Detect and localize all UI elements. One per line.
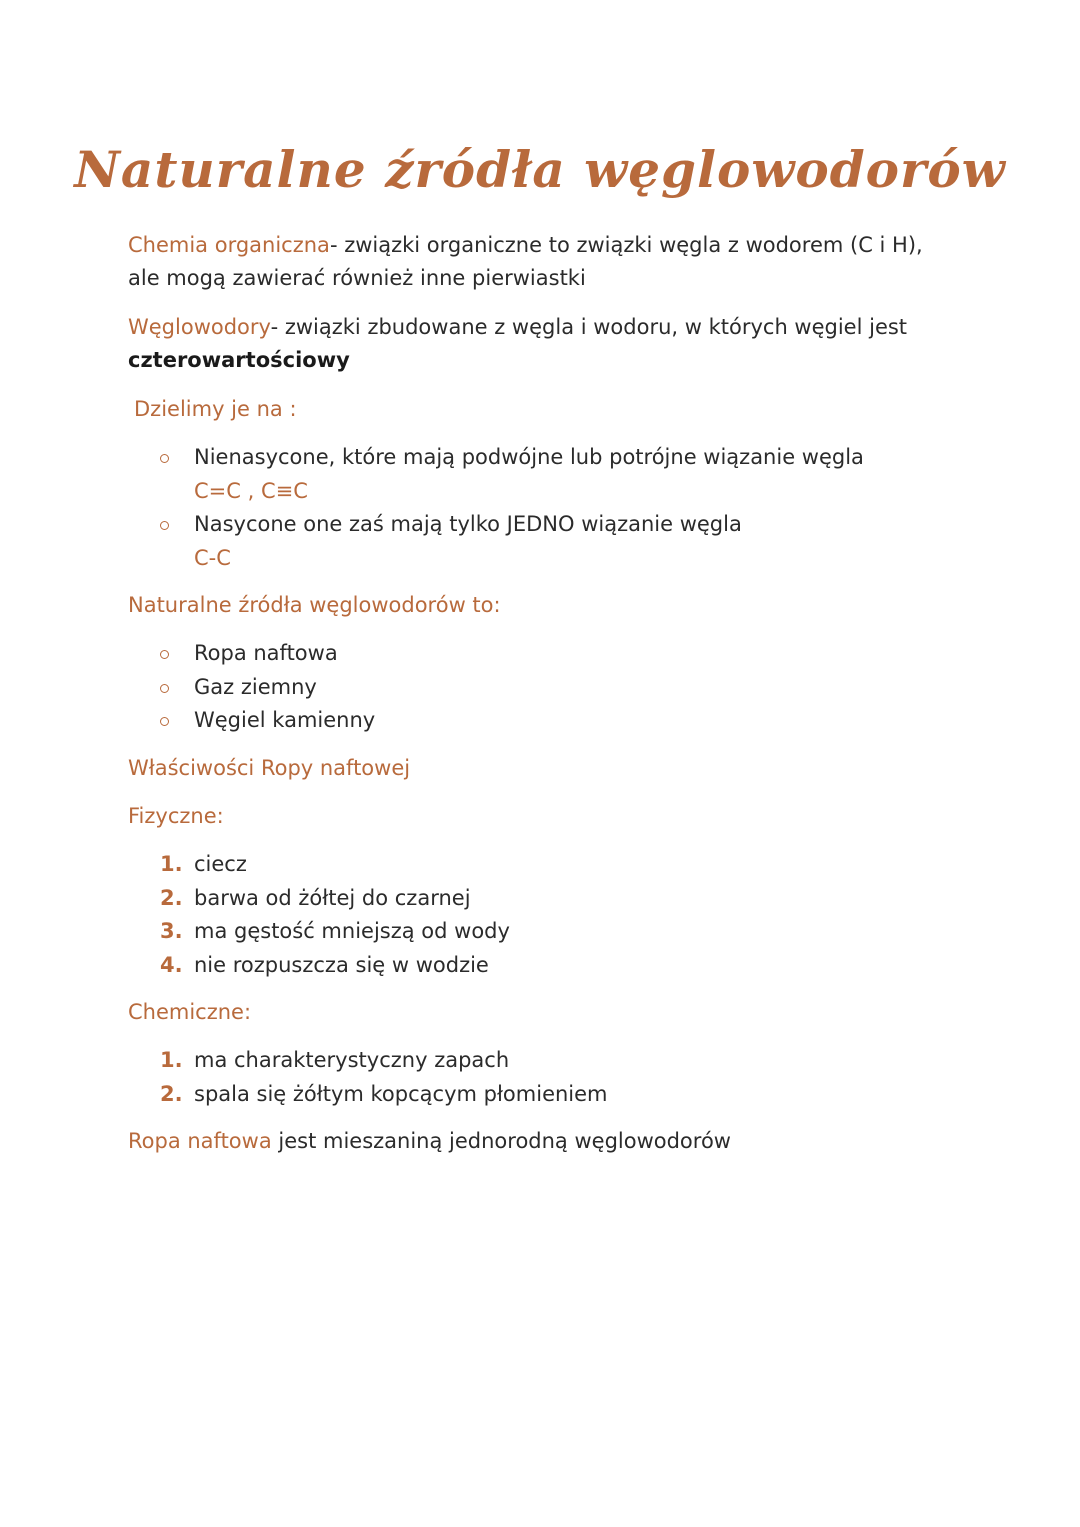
property-label: ciecz [194, 852, 247, 876]
circle-bullet-icon [160, 684, 169, 693]
heading-chemical: Chemiczne: [128, 1000, 252, 1024]
circle-bullet-icon [160, 717, 169, 726]
property-label: ma charakterystyczny zapach [194, 1048, 510, 1072]
list-physical-properties [160, 848, 940, 982]
list-item [160, 704, 940, 738]
term-hydrocarbons: Węglowodory [128, 315, 271, 339]
source-label: Gaz ziemny [194, 674, 317, 699]
list-hydrocarbon-types [160, 441, 940, 575]
list-number: 4. [160, 952, 183, 977]
list-item [160, 1044, 940, 1078]
paragraph-hydrocarbons [128, 311, 958, 377]
list-item [160, 848, 940, 882]
list-item [160, 949, 940, 983]
property-label: ma gęstość mniejszą od wody [194, 919, 510, 943]
heading-divide: Dzielimy je na : [134, 397, 297, 421]
property-label: nie rozpuszcza się w wodzie [194, 952, 489, 977]
list-item [160, 882, 940, 916]
list-item [160, 637, 940, 671]
definition-organic-chemistry: - związki organiczne to związki węgla z wodorem (C i H), ale mogą zawierać również inne pierwiastki [128, 233, 923, 290]
list-item [160, 441, 940, 508]
heading-physical: Fizyczne: [128, 804, 224, 828]
list-item [160, 508, 940, 575]
paragraph-organic-chemistry [128, 229, 958, 295]
source-label: Ropa naftowa [194, 641, 338, 665]
heading-properties: Właściwości Ropy naftowej [128, 756, 411, 780]
type-description: Nasycone one zaś mają tylko JEDNO wiązanie węgla [194, 512, 742, 536]
term-organic-chemistry: Chemia organiczna [128, 233, 330, 257]
list-item [160, 671, 940, 705]
type-description: Nienasycone, które mają podwójne lub potrójne wiązanie węgla [194, 445, 864, 469]
page-title: Naturalne źródła węglowodorów [74, 140, 1006, 199]
list-sources [160, 637, 940, 738]
property-label: spala się żółtym kopcącym płomieniem [194, 1081, 608, 1106]
list-number: 2. [160, 1081, 183, 1106]
term-crude-oil: Ropa naftowa [128, 1129, 272, 1153]
list-item [160, 915, 940, 949]
property-label: barwa od żółtej do czarnej [194, 885, 471, 910]
list-number: 3. [160, 919, 183, 943]
term-tetravalent: czterowartościowy [128, 348, 350, 372]
circle-bullet-icon [160, 521, 169, 530]
type-formula: C=C , C≡C [194, 478, 308, 503]
list-number: 1. [160, 852, 183, 876]
heading-sources: Naturalne źródła węglowodorów to: [128, 593, 501, 617]
list-chemical-properties [160, 1044, 940, 1111]
list-number: 2. [160, 885, 183, 910]
circle-bullet-icon [160, 454, 169, 463]
list-number: 1. [160, 1048, 183, 1072]
list-item [160, 1078, 940, 1112]
definition-crude-oil: jest mieszaniną jednorodną węglowodorów [271, 1129, 731, 1153]
source-label: Węgiel kamienny [194, 708, 376, 732]
type-formula: C-C [194, 545, 231, 570]
circle-bullet-icon [160, 650, 169, 659]
definition-hydrocarbons: - związki zbudowane z węgla i wodoru, w których węgiel jest [270, 315, 908, 339]
paragraph-crude-oil [128, 1125, 958, 1158]
